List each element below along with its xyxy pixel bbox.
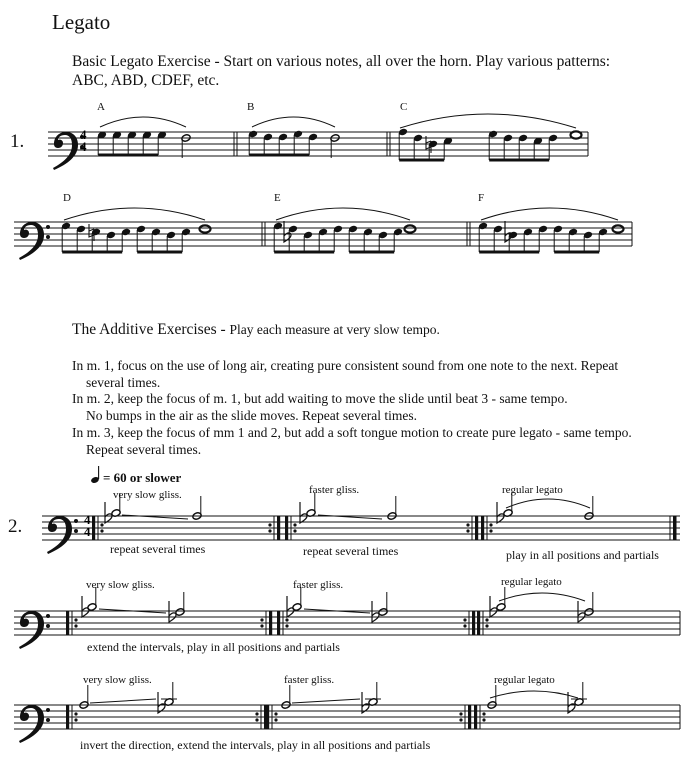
pattern-label-b: B [247, 101, 255, 113]
instruction-1-first: In m. 1, focus on the use of long air, creating pure consistent sound from one note to the next. Repeat [72, 358, 619, 373]
slur [276, 208, 410, 220]
intro-line-1: Basic Legato Exercise - Start on various notes, all over the horn. Play various patterns: [72, 53, 611, 70]
staff-exercise-2-row-1 [42, 493, 680, 554]
flat-icon [158, 692, 165, 713]
staff-exercise-2-row-2 [14, 587, 680, 649]
pattern-label-f: F [478, 192, 485, 204]
additive-heading-main: The Additive Exercises - [72, 321, 230, 338]
whole-note [405, 225, 416, 232]
instruction-2-rest: No bumps in the air as the slide moves. Repeat several times. [86, 408, 418, 423]
pattern-label-d: D [63, 192, 71, 204]
flat-icon [105, 502, 112, 523]
label-very-slow-gliss-2: very slow gliss. [86, 579, 155, 591]
instruction-1-rest: several times. [86, 375, 161, 390]
staff-exercise-1 [48, 114, 588, 170]
slur [490, 691, 578, 698]
instruction-3-rest: Repeat several times. [86, 442, 202, 457]
caption-row1-m2: repeat several times [303, 544, 399, 558]
label-regular-legato-3: regular legato [494, 674, 555, 686]
slur [100, 117, 186, 127]
staff-exercise-1-continued [14, 208, 632, 260]
label-faster-gliss-1: faster gliss. [309, 484, 360, 496]
pattern-label-c: C [400, 101, 408, 113]
time-signature-top-1: 4 [80, 127, 87, 142]
flat-icon [372, 601, 379, 622]
exercise-1-number: 1. [10, 131, 25, 152]
flat-icon [169, 601, 176, 622]
pattern-label-e: E [274, 192, 281, 204]
time-signature-top-2: 4 [84, 512, 91, 527]
tempo-marking-text: = 60 or slower [103, 470, 182, 485]
flat-icon [578, 601, 585, 622]
flat-icon [505, 221, 512, 242]
intro-line-2: ABC, ABD, CDEF, etc. [72, 72, 220, 89]
flat-icon [497, 502, 504, 523]
slur [400, 114, 576, 128]
tempo-quarter-note-icon [90, 466, 99, 484]
slur [64, 208, 205, 220]
glissando-line [292, 699, 360, 703]
time-signature-bottom-1: 4 [80, 139, 87, 154]
caption-row2: extend the intervals, play in all positions and partials [87, 640, 340, 654]
slur [499, 593, 585, 601]
label-very-slow-gliss-3: very slow gliss. [83, 674, 152, 686]
exercise-2-number: 2. [8, 516, 23, 537]
page-title: Legato [52, 10, 111, 34]
whole-note [200, 225, 211, 232]
flat-icon [300, 502, 307, 523]
label-faster-gliss-2: faster gliss. [293, 579, 344, 591]
flat-icon [490, 596, 497, 617]
slur [506, 499, 590, 508]
slur [481, 208, 618, 220]
caption-row1-m1: repeat several times [110, 542, 206, 556]
label-faster-gliss-3: faster gliss. [284, 674, 335, 686]
label-regular-legato-1: regular legato [502, 484, 563, 496]
final-barline [673, 516, 677, 540]
staff-exercise-2-row-3 [14, 682, 680, 743]
flat-icon [362, 692, 369, 713]
caption-row1-m3: play in all positions and partials [506, 548, 659, 562]
whole-note [571, 131, 582, 138]
instruction-3-first: In m. 3, keep the focus of mm 1 and 2, but add a soft tongue motion to create pure legato - same tempo. [72, 425, 632, 440]
label-regular-legato-2: regular legato [501, 576, 562, 588]
label-very-slow-gliss-1: very slow gliss. [113, 489, 182, 501]
additive-heading-sub: Play each measure at very slow tempo. [229, 322, 440, 337]
instruction-2-first: In m. 2, keep the focus of m. 1, but add waiting to move the slide until beat 3 - same tempo. [72, 391, 568, 406]
pattern-label-a: A [97, 101, 105, 113]
slur [252, 117, 335, 127]
caption-row3: invert the direction, extend the intervals, play in all positions and partials [80, 738, 431, 752]
time-signature-bottom-2: 4 [84, 524, 91, 539]
whole-note [613, 225, 624, 232]
glissando-line [90, 699, 156, 703]
